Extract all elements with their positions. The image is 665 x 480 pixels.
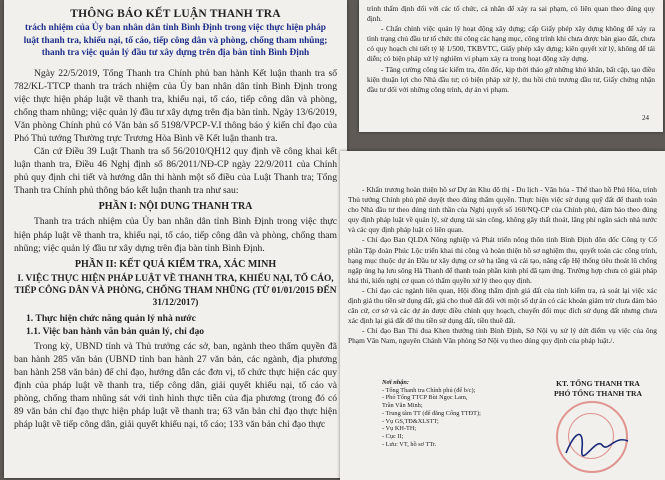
paragraph-legal-basis: Căn cứ Điều 39 Luật Thanh tra số 56/2010/QH12 quy định về công khai kết luận thanh tra, Điều 46 Nghị định số 86/2011/NĐ-CP ngày 22/9/2011 của Chính phủ quy định chi tiết và hướng dẫn thi hành một số điều của Luật Thanh tra; Tổng Thanh tra Chính phủ thông báo kết luận thanh tra như sau: (14, 146, 337, 197)
document-page-3 (340, 151, 665, 480)
notice-header: THÔNG BÁO KẾT LUẬN THANH TRA (70, 8, 281, 20)
section-1-heading: I. VIỆC THỰC HIỆN PHÁP LUẬT VỀ THANH TRA, KHIẾU NẠI, TỐ CÁO, TIẾP CÔNG DÂN VÀ PHÒNG, CHỐNG THAM NHŨNG (TỪ 01/01/2015 ĐẾN 31/12/2017) (14, 273, 337, 308)
paragraph-documents: Trong kỳ, UBND tỉnh và Thủ trưởng các sở, ban, ngành theo thẩm quyền đã ban hành 285 văn bản (UBND tỉnh ban hành 27 văn bản, các ngành, địa phương ban hành 258 văn bản) để chỉ đạo, hướng dẫn các đơn vị, tổ chức thực hiện các quy định của pháp luật về thanh tra, tiếp công dân, giải quyết khiếu nại, tố cáo và phòng, chống tham nhũng sát với tình hình thực tiễn của địa phương (trong đó có 89 văn bản chỉ đạo thực hiện pháp luật về thanh tra; 63 văn bản chỉ đạo thực hiện pháp luật về tiếp công dân, giải quyết khiếu nại, tố cáo; 133 văn bản chỉ đạo thực (14, 340, 337, 431)
recipients-list (382, 379, 522, 448)
notice-title-line: luật thanh tra, khiếu nại, tố cáo, tiếp công dân và phòng, chống tham nhũng; (23, 35, 328, 46)
part-1-heading: PHẦN I: NỘI DUNG THANH TRA (98, 201, 253, 213)
signer-title-line-1: KT. TỔNG THANH TRA (556, 379, 640, 388)
recipient-item: Trần Văn Minh; (382, 402, 423, 410)
page-number: 24 (642, 114, 649, 122)
paragraph-inspection-content: Thanh tra trách nhiệm của Ủy ban nhân dân tỉnh Bình Định trong việc thực hiện pháp luật về thanh tra, khiếu nại, tố cáo, tiếp công dân và phòng, chống tham nhũng; việc quản lý đầu tư xây dựng trên địa bàn tỉnh Bình Định. (14, 216, 337, 254)
recipients-title: Nơi nhận: (382, 379, 410, 386)
recipient-item: - Tổng Thanh tra Chính phủ (để b/c); (382, 386, 476, 394)
subsection-heading: 1. Thực hiện chức năng quản lý nhà nước (26, 312, 196, 324)
recipient-item: - Vụ GS,TĐ&XLSTT; (382, 417, 439, 425)
paragraph-construction: - Chấn chỉnh việc quản lý hoạt động xây dựng; cấp Giấy phép xây dựng không để xảy ra tình trạng chủ đầu tư tổ chức thi công các hạng mục, công trình khi chưa được bàn giao đất, chưa có quy hoạch chi tiết tỷ lệ 1/500, TKBVTC, Giấy phép xây dựng; kiên quyết xử lý, không để tái diễn; có biện pháp xử lý nghiêm vi phạm xảy ra trong hoạt động xây dựng. (367, 24, 655, 64)
notice-title-line: thanh tra việc quản lý đầu tư xây dựng trên địa bàn tỉnh Bình Định (41, 48, 310, 58)
signature-icon (562, 423, 632, 463)
recipient-item: - Lưu: VT, hồ sơ TTr. (382, 440, 437, 448)
subsection-heading: 1.1. Việc ban hành văn bản quản lý, chỉ đạo (26, 325, 205, 337)
document-page-2 (359, 0, 663, 132)
notice-title-line: trách nhiệm của Ủy ban nhân dân tỉnh Bình Định trong việc thực hiện pháp (25, 23, 326, 33)
document-page-1 (4, 0, 347, 478)
notice-title (4, 22, 347, 60)
signer-title (538, 379, 658, 399)
recipient-item: - Phó Tổng TTCP Bùi Ngọc Lam, (382, 394, 468, 402)
part-2-heading: PHẦN II: KẾT QUẢ KIỂM TRA, XÁC MINH (74, 258, 277, 270)
recipient-item: - Trung tâm TT (để đăng Cổng TTĐT); (382, 409, 481, 417)
signature-block (340, 379, 665, 479)
recipient-item: - Vụ KH-TH; (382, 425, 417, 433)
paragraph-drainage: - Chỉ đạo Ban QLDA Nông nghiệp và Phát triển nông thôn tỉnh Bình Định đôn đốc Công ty Cổ phần Tập đoàn Phúc Lộc triển khai thi công và hoàn thiện hồ sơ nghiệm thu, quyết toán các công trình, hạng mục thuộc dự án Đầu tư xây dựng cơ sở hạ tầng và cải tạo, nâng cấp Hệ thống tiêu thoát lũ chống ngập úng hạ lưu sông Hà Thanh để thanh toán phần kinh phí đã tạm ứng. Trường hợp chưa có giải pháp khả thi, kiến nghị cơ quan có thẩm quyền xử lý theo quy định. (348, 235, 657, 285)
paragraph-inspection: - Tăng cường công tác kiểm tra, đôn đốc, kịp thời tháo gỡ những khó khăn, bất cập, tạo điều kiện thuận lợi cho Nhà đầu tư; có biện pháp xử lý, thu hồi chủ trương đầu tư, Giấy chứng nhận đầu tư đối với những công trình, dự án vi phạm. (367, 64, 655, 94)
paragraph-project: - Khẩn trương hoàn thiện hồ sơ Dự án Khu đô thị - Du lịch - Văn hóa - Thể thao hồ Phú Hòa, trình Thủ tướng Chính phủ phê duyệt theo đúng thẩm quyền. Thực hiện việc sử dụng quỹ đất để thanh toán cho Nhà đầu tư theo đúng tinh thần của Nghị quyết số 160/NQ-CP của Chính phủ, đảm bảo theo đúng quy định pháp luật về quản lý, sử dụng tài sản công, không gây thất thoát, lãng phí ngân sách nhà nước và các quy định pháp luật có liên quan. (348, 185, 657, 235)
paragraph-intro: Ngày 22/5/2019, Tổng Thanh tra Chính phủ ban hành Kết luận thanh tra số 782/KL-TTCP thanh tra trách nhiệm của Ủy ban nhân dân tỉnh Bình Định trong việc thực hiện pháp luật về thanh tra, khiếu nại, tố cáo, tiếp công dân và phòng, chống tham nhũng; việc quản lý đầu tư xây dựng trên địa bàn tỉnh. Ngày 13/6/2019, Văn phòng Chính phủ có Văn bản số 5198/VPCP-V.I thông báo ý kiến chỉ đạo của Phó Thủ tướng Thường trực Trương Hòa Bình về Kết luận thanh tra. (14, 67, 337, 144)
paragraph-continued: trình thẩm định đối với các tổ chức, cá nhân để xảy ra sai phạm, có liên quan theo đúng quy định. (367, 4, 655, 24)
paragraph-land-price: - Chỉ đạo các ngành liên quan, Hội đồng thẩm định giá đất của tỉnh kiểm tra, rà soát lại việc xác định giá thu tiền sử dụng đất, giá cho thuê đất đối với một số dự án có các khoản giảm trừ chưa đảm bảo căn cứ, cơ sở và các dự án được điều chỉnh quy hoạch, chuyển đổi mục đích sử dụng đất nhưng chưa xác định lại giá đất để thu tiền sử dụng đất, tiền thuê đất. (348, 285, 657, 326)
signer-title-line-2: PHÓ TỔNG THANH TRA (554, 389, 642, 398)
paragraph-discipline: - Chỉ đạo Ban Thi đua Khen thưởng tỉnh Bình Định, Sở Nội vụ xử lý dứt điểm vụ việc của ông Phạm Văn Nam, nguyên Chánh Văn phòng Sở Nội vụ theo đúng quy định của pháp luật./. (348, 326, 657, 346)
recipient-item: - Cục II; (382, 432, 404, 440)
